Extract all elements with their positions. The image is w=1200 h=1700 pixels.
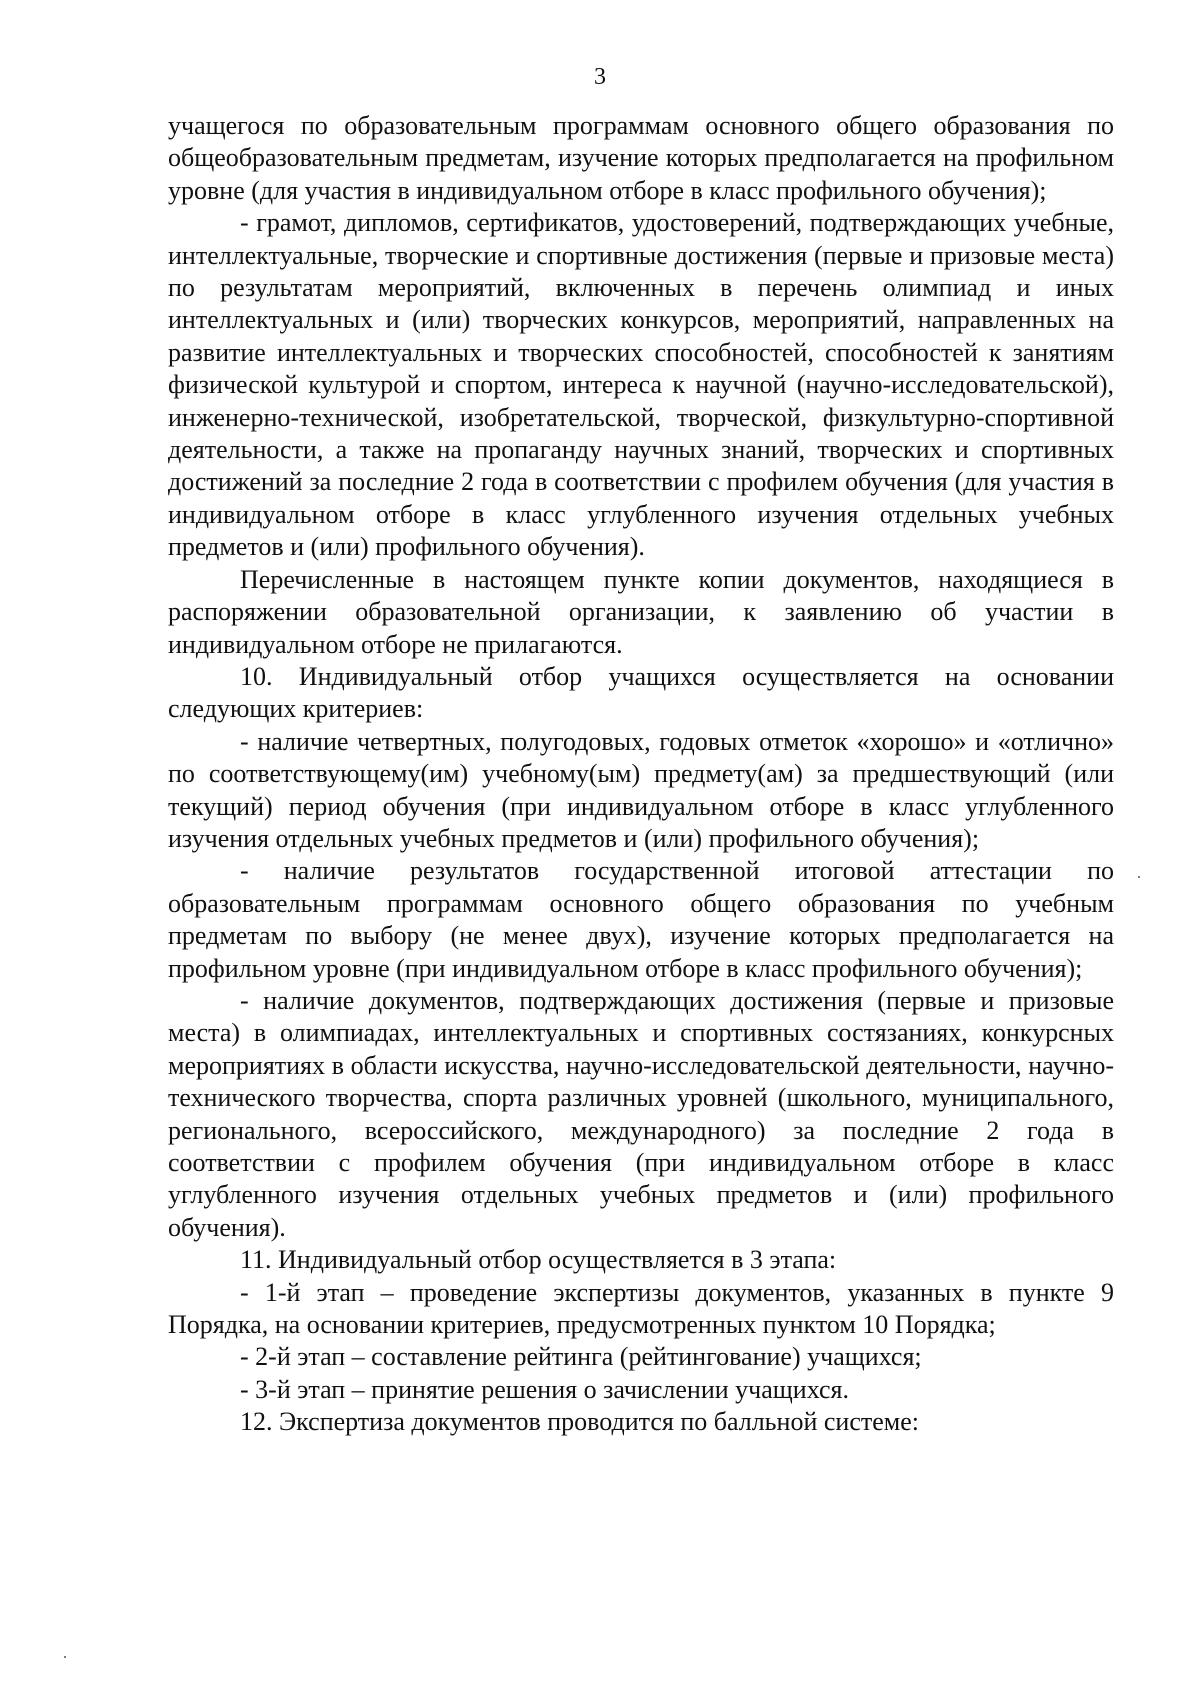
paragraph-criterion-achievements: - наличие документов, подтверждающих достижения (первые и призовые места) в олимпиадах, интеллектуальных и спортивных состязаниях, конкурсных мероприятиях в области искусства, научно-исследовательской деятельности, научно-технического творчества, спорта различных уровней (школьного, муниципального, регионального, всероссийского, международного) за последние 2 года в соответствии с профилем обучения (при индивидуальном отборе в класс углубленного изучения отдельных учебных предметов и (или) профильного обучения).: [168, 985, 1114, 1242]
document-body: [168, 110, 1114, 1439]
paragraph-stage-1: - 1-й этап – проведение экспертизы документов, указанных в пункте 9 Порядка, на основании критериев, предусмотренных пунктом 10 Порядка;: [168, 1277, 1114, 1340]
scan-speck: [1138, 876, 1140, 878]
paragraph-certificates-list-item: - грамот, дипломов, сертификатов, удостоверений, подтверждающих учебные, интеллектуальные, творческие и спортивные достижения (первые и призовые места) по результатам мероприятий, включенных в перечень олимпиад и иных интеллектуальных и (или) творческих конкурсов, мероприятий, направленных на развитие интеллектуальных и творческих способностей, способностей к занятиям физической культурой и спортом, интереса к научной (научно-исследовательской), инженерно-технической, изобретательской, творческой, физкультурно-спортивной деятельности, а также на пропаганду научных знаний, творческих и спортивных достижений за последние 2 года в соответствии с профилем обучения (для участия в индивидуальном отборе в класс углубленного изучения отдельных учебных предметов и (или) профильного обучения).: [168, 208, 1114, 562]
scan-speck: [64, 1656, 66, 1658]
page-number: 3: [594, 64, 606, 90]
paragraph-copies-note: Перечисленные в настоящем пункте копии документов, находящиеся в распоряжении образовательной организации, к заявлению об участии в индивидуальном отборе не прилагаются.: [168, 564, 1114, 659]
paragraph-stage-3: - 3-й этап – принятие решения о зачислении учащихся.: [240, 1374, 849, 1404]
paragraph-criterion-grades: - наличие четвертных, полугодовых, годовых отметок «хорошо» и «отлично» по соответствующему(им) учебному(ым) предмету(ам) за предшествующий (или текущий) период обучения (при индивидуальном отборе в класс углубленного изучения отдельных учебных предметов и (или) профильного обучения);: [168, 726, 1114, 853]
paragraph-criterion-attestation: - наличие результатов государственной итоговой аттестации по образовательным программам основного общего образования по учебным предметам по выбору (не менее двух), изучение которых предполагается на профильном уровне (при индивидуальном отборе в класс профильного обучения);: [168, 856, 1114, 983]
paragraph-stage-2: - 2-й этап – составление рейтинга (рейтингование) учащихся;: [240, 1342, 922, 1372]
paragraph-item-10: 10. Индивидуальный отбор учащихся осуществляется на основании следующих критериев:: [168, 661, 1114, 724]
paragraph-item-11: 11. Индивидуальный отбор осуществляется в 3 этапа:: [240, 1245, 837, 1275]
paragraph-continuation: учащегося по образовательным программам основного общего образования по общеобразовательным предметам, изучение которых предполагается на профильном уровне (для участия в индивидуальном отборе в класс профильного обучения);: [168, 111, 1114, 205]
paragraph-item-12: 12. Экспертиза документов проводится по балльной системе:: [240, 1407, 919, 1437]
